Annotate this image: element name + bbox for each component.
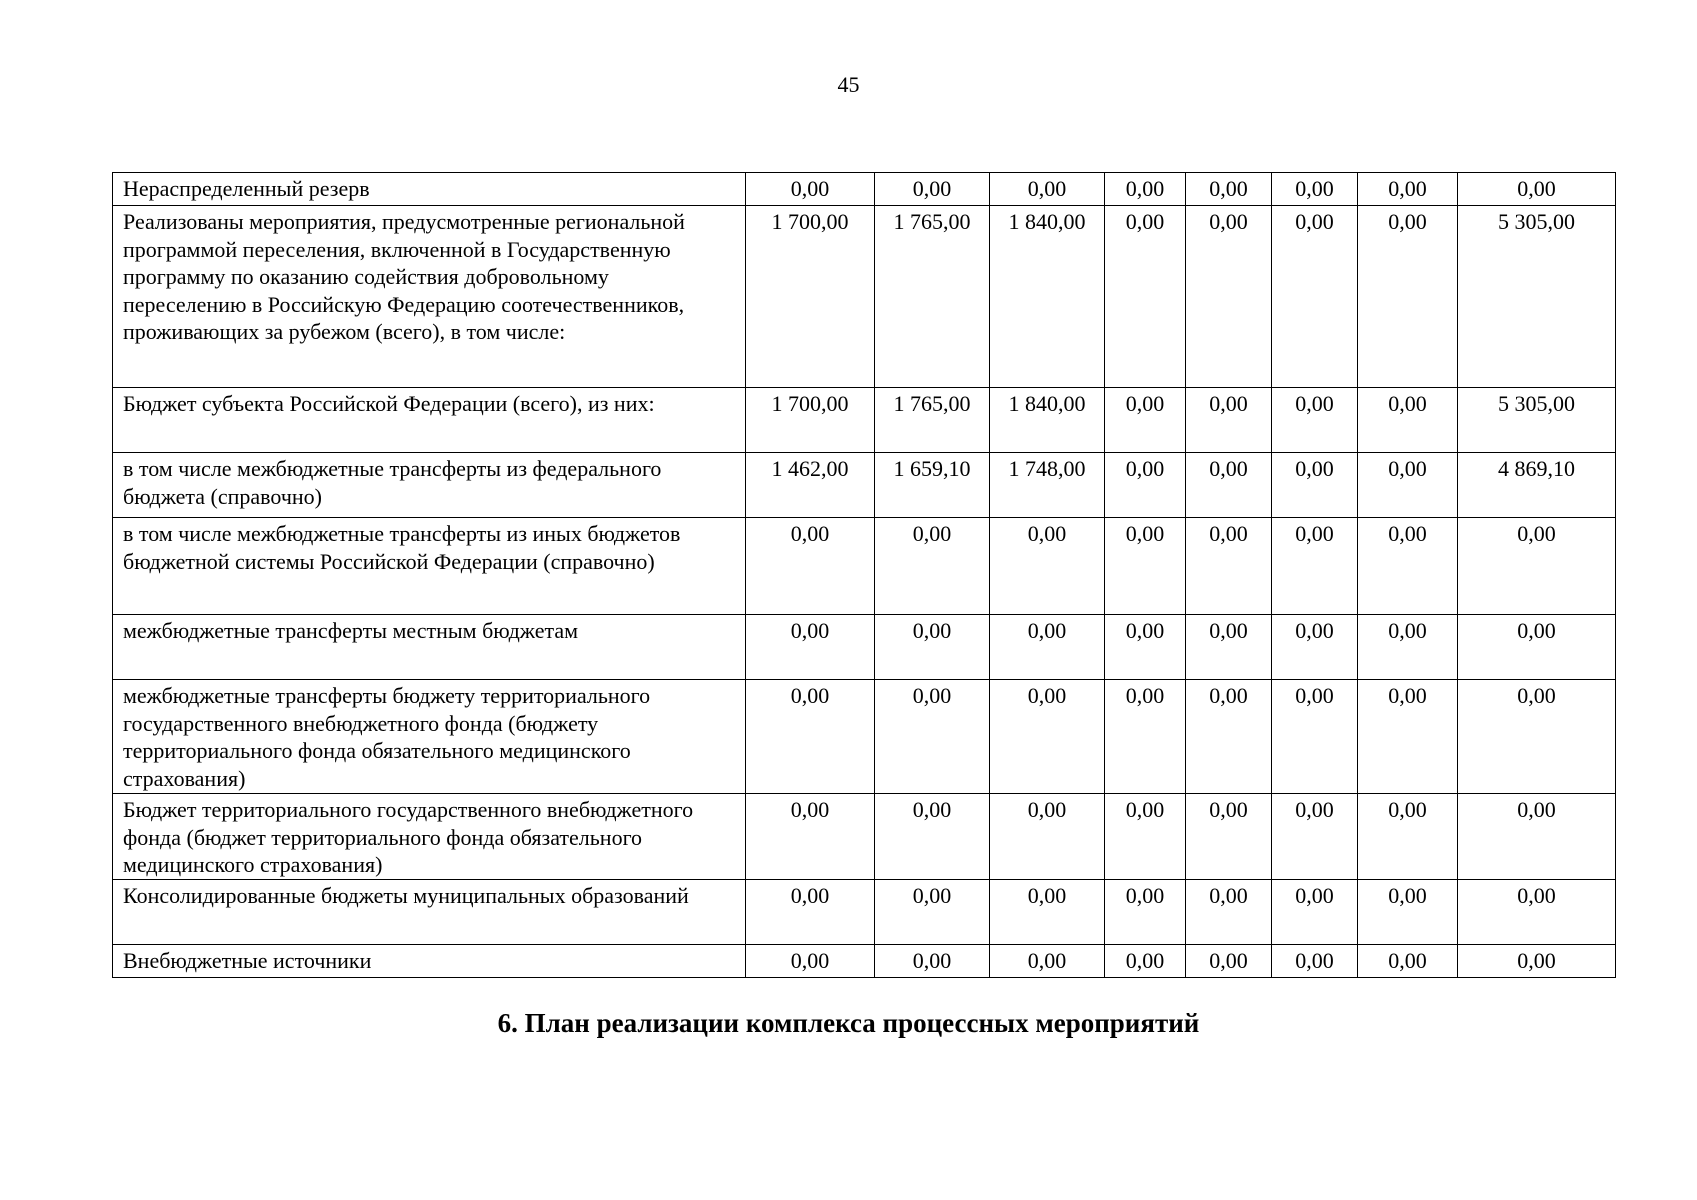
- table-row: [113, 518, 1616, 615]
- row-label: межбюджетные трансферты местным бюджетам: [113, 615, 746, 680]
- table-cell: 1 659,10: [875, 453, 990, 518]
- table-cell: 0,00: [1272, 794, 1358, 880]
- row-label: Внебюджетные источники: [113, 944, 746, 977]
- table-row: [113, 388, 1616, 453]
- table-cell: 0,00: [1186, 173, 1272, 206]
- table-cell: 0,00: [1458, 794, 1616, 880]
- table-cell: 0,00: [1186, 453, 1272, 518]
- page-number: 45: [837, 72, 860, 97]
- row-label: Консолидированные бюджеты муниципальных образований: [113, 879, 746, 944]
- table-cell: 0,00: [1186, 388, 1272, 453]
- row-label: Нераспределенный резерв: [113, 173, 746, 206]
- table-cell: 1 765,00: [875, 388, 990, 453]
- table-cell: 0,00: [1186, 879, 1272, 944]
- table-cell: 0,00: [1458, 680, 1616, 794]
- table-cell: 0,00: [1272, 206, 1358, 388]
- budget-table: [112, 172, 1616, 978]
- table-cell: 0,00: [1186, 680, 1272, 794]
- table-cell: 0,00: [1358, 944, 1458, 977]
- table-row: [113, 453, 1616, 518]
- row-label: Бюджет субъекта Российской Федерации (всего), из них:: [113, 388, 746, 453]
- table-cell: 0,00: [875, 794, 990, 880]
- table-cell: 0,00: [875, 173, 990, 206]
- table-cell: 0,00: [990, 173, 1105, 206]
- table-cell: 0,00: [990, 680, 1105, 794]
- table-cell: 0,00: [1358, 388, 1458, 453]
- table-cell: 0,00: [875, 879, 990, 944]
- table-cell: 0,00: [1105, 944, 1186, 977]
- table-row: [113, 206, 1616, 388]
- table-cell: 0,00: [1105, 173, 1186, 206]
- table-cell: 5 305,00: [1458, 206, 1616, 388]
- table-cell: 0,00: [1186, 518, 1272, 615]
- table-cell: 0,00: [875, 518, 990, 615]
- table-cell: 0,00: [1105, 206, 1186, 388]
- table-cell: 0,00: [1272, 173, 1358, 206]
- table-cell: 0,00: [746, 794, 875, 880]
- table-cell: 0,00: [1272, 944, 1358, 977]
- table-cell: 0,00: [1105, 518, 1186, 615]
- table-row: [113, 173, 1616, 206]
- table-cell: 0,00: [1458, 518, 1616, 615]
- table-cell: 4 869,10: [1458, 453, 1616, 518]
- table-cell: 0,00: [1186, 944, 1272, 977]
- table-row: [113, 615, 1616, 680]
- section-title: 6. План реализации комплекса процессных мероприятий: [497, 1008, 1200, 1038]
- table-cell: 0,00: [1272, 518, 1358, 615]
- table-cell: 0,00: [1358, 173, 1458, 206]
- table-cell: 0,00: [990, 794, 1105, 880]
- table-cell: 0,00: [990, 879, 1105, 944]
- row-label: Реализованы мероприятия, предусмотренные региональной программой переселения, включенной в Государственную программу по оказанию содействия добровольному переселению в Российскую Федерацию соотечественников, проживающих за рубежом (всего), в том числе:: [113, 206, 746, 388]
- table-cell: 0,00: [746, 615, 875, 680]
- table-cell: 0,00: [1272, 453, 1358, 518]
- table-cell: 1 840,00: [990, 388, 1105, 453]
- table-cell: 1 840,00: [990, 206, 1105, 388]
- table-cell: 0,00: [1458, 944, 1616, 977]
- table-cell: 0,00: [746, 879, 875, 944]
- table-cell: 0,00: [746, 518, 875, 615]
- table-row: [113, 794, 1616, 880]
- table-row: [113, 944, 1616, 977]
- row-label: Бюджет территориального государственного внебюджетного фонда (бюджет территориального фонда обязательного медицинского страхования): [113, 794, 746, 880]
- table-cell: 0,00: [990, 615, 1105, 680]
- table-cell: 1 748,00: [990, 453, 1105, 518]
- table-cell: 0,00: [1358, 518, 1458, 615]
- table-cell: 0,00: [1358, 794, 1458, 880]
- table-cell: 1 765,00: [875, 206, 990, 388]
- table-cell: 0,00: [1186, 794, 1272, 880]
- row-label: в том числе межбюджетные трансферты из федерального бюджета (справочно): [113, 453, 746, 518]
- table-cell: 1 462,00: [746, 453, 875, 518]
- table-cell: 0,00: [1458, 879, 1616, 944]
- table-cell: 0,00: [990, 944, 1105, 977]
- table-cell: 0,00: [746, 680, 875, 794]
- table-cell: 0,00: [1458, 615, 1616, 680]
- table-cell: 0,00: [875, 680, 990, 794]
- table-cell: 0,00: [746, 173, 875, 206]
- table-cell: 0,00: [1272, 879, 1358, 944]
- table-cell: 0,00: [1358, 680, 1458, 794]
- table-cell: 0,00: [990, 518, 1105, 615]
- table-cell: 0,00: [875, 944, 990, 977]
- table-row: [113, 680, 1616, 794]
- table-cell: 0,00: [875, 615, 990, 680]
- table-cell: 0,00: [746, 944, 875, 977]
- table-cell: 0,00: [1186, 206, 1272, 388]
- table-cell: 0,00: [1272, 615, 1358, 680]
- table-cell: 0,00: [1358, 879, 1458, 944]
- table-cell: 0,00: [1272, 680, 1358, 794]
- table-cell: 0,00: [1358, 615, 1458, 680]
- table-cell: 0,00: [1358, 206, 1458, 388]
- table-cell: 0,00: [1105, 680, 1186, 794]
- table-cell: 0,00: [1105, 879, 1186, 944]
- table-row: [113, 879, 1616, 944]
- table-cell: 0,00: [1105, 794, 1186, 880]
- table-cell: 0,00: [1358, 453, 1458, 518]
- row-label: межбюджетные трансферты бюджету территориального государственного внебюджетного фонда (бюджету территориального фонда обязательного медицинского страхования): [113, 680, 746, 794]
- table-cell: 0,00: [1272, 388, 1358, 453]
- table-cell: 0,00: [1105, 615, 1186, 680]
- table-cell: 5 305,00: [1458, 388, 1616, 453]
- row-label: в том числе межбюджетные трансферты из иных бюджетов бюджетной системы Российской Федерации (справочно): [113, 518, 746, 615]
- table-cell: 1 700,00: [746, 388, 875, 453]
- table-cell: 0,00: [1105, 388, 1186, 453]
- table-cell: 0,00: [1458, 173, 1616, 206]
- table-cell: 1 700,00: [746, 206, 875, 388]
- table-cell: 0,00: [1105, 453, 1186, 518]
- table-cell: 0,00: [1186, 615, 1272, 680]
